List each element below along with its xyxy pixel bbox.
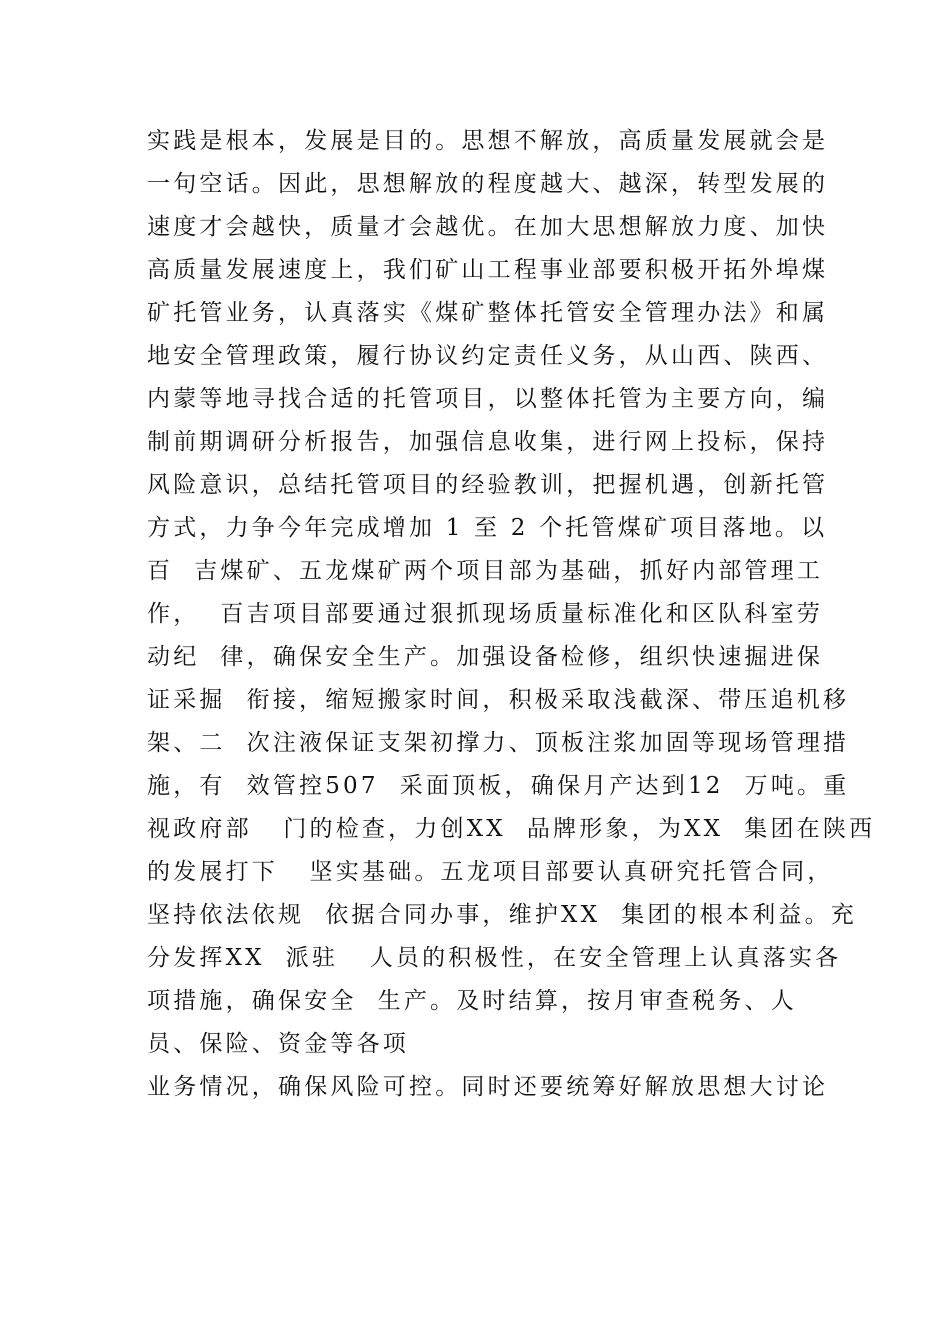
body-text-line: 项措施，确保安全 生产。及时结算，按月审查税务、人 (147, 988, 797, 1014)
body-text-line: 的发展打下 坚实基础。五龙项目部要认真研究托管合同， (147, 859, 834, 885)
body-text-line: 业务情况，确保风险可控。同时还要统筹好解放思想大讨论 (147, 1074, 829, 1100)
body-text-line: 作， 百吉项目部要通过狠抓现场质量标准化和区队科室劳 (147, 601, 824, 627)
body-text-line: 内蒙等地寻找合适的托管项目，以整体托管为主要方向，编 (147, 386, 829, 412)
body-text-line: 百 吉煤矿、五龙煤矿两个项目部为基础，抓好内部管理工 (147, 558, 824, 584)
body-text-line: 地安全管理政策，履行协议约定责任义务，从山西、陕西、 (147, 343, 829, 369)
body-text-line: 动纪 律，确保安全生产。加强设备检修，组织快速掘进保 (147, 644, 824, 670)
body-text-line: 制前期调研分析报告，加强信息收集，进行网上投标，保持 (147, 429, 829, 455)
body-text-line: 分发挥XX 派驻 人员的积极性，在安全管理上认真落实各 (147, 945, 842, 971)
body-text-line: 架、二 次注液保证支架初撑力、顶板注浆加固等现场管理措 (147, 730, 850, 756)
body-text-line: 一句空话。因此，思想解放的程度越大、越深，转型发展的 (147, 171, 829, 197)
body-text-line: 方式，力争今年完成增加 1 至 2 个托管煤矿项目落地。以 (147, 515, 828, 541)
body-text-line: 施，有 效管控507 采面顶板，确保月产达到12 万吨。重 (147, 773, 850, 799)
body-text-line: 证采掘 衔接，缩短搬家时间，积极采取浅截深、带压追机移 (147, 687, 850, 713)
body-text-line: 矿托管业务，认真落实《煤矿整体托管安全管理办法》和属 (147, 300, 829, 326)
body-text-line: 员、保险、资金等各项 (147, 1031, 409, 1057)
body-text-line: 实践是根本，发展是目的。思想不解放，高质量发展就会是 (147, 128, 829, 154)
body-text-line: 坚持依法依规 依据合同办事，维护XX 集团的根本利益。充 (147, 902, 857, 928)
body-text-line: 视政府部 门的检查，力创XX 品牌形象，为XX 集团在陕西 (147, 816, 876, 842)
body-text-line: 风险意识，总结托管项目的经验教训，把握机遇，创新托管 (147, 472, 829, 498)
body-text-line: 高质量发展速度上，我们矿山工程事业部要积极开拓外埠煤 (147, 257, 829, 283)
body-text-line: 速度才会越快，质量才会越优。在加大思想解放力度、加快 (147, 214, 829, 240)
